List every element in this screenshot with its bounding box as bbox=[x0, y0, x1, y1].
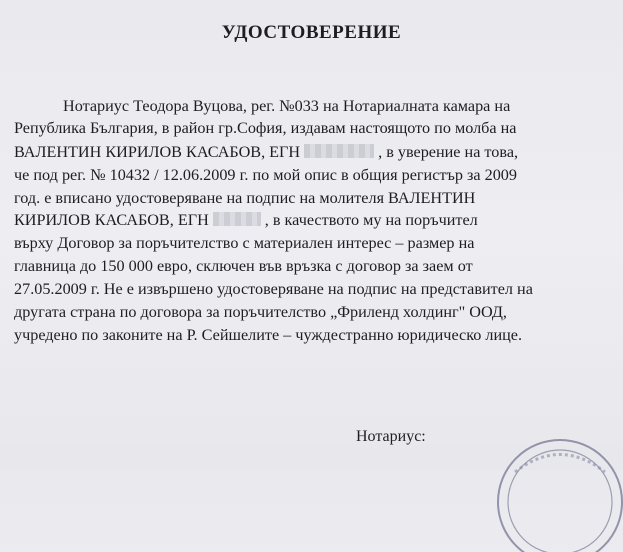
text-line-9: 27.05.2009 г. Не е извършено удостоверяване на подпис на представител на bbox=[14, 280, 533, 298]
text-line-10: другата страна по договора за поръчителство „Фриленд холдинг" ООД, bbox=[14, 303, 507, 321]
text-line-4: че под рег. № 10432 / 12.06.2009 г. по мой опис в общия регистър за 2009 bbox=[14, 166, 517, 184]
notary-stamp bbox=[490, 432, 623, 552]
document-title: УДОСТОВЕРЕНИЕ bbox=[221, 22, 402, 43]
text-line-6-end: , в качеството му на поръчител bbox=[264, 211, 478, 229]
text-line-3 bbox=[14, 142, 518, 162]
text-line-3-end: , в уверение на това, bbox=[378, 143, 519, 161]
text-line-11: учредено по законите на Р. Сейшелите – чуждестранно юридическо лице. bbox=[14, 326, 523, 344]
text-line-1: Нотариус Теодора Вуцова, рег. №033 на Нотариалната камара на bbox=[63, 97, 511, 115]
notary-signature-label: Нотариус: bbox=[356, 428, 426, 445]
text-line-8: главница до 150 000 евро, сключен във връзка с договор за заем от bbox=[14, 257, 473, 275]
redacted-egn bbox=[304, 144, 374, 158]
text-line-7: върху Договор за поръчителство с материален интерес – размер на bbox=[14, 234, 475, 252]
text-line-5: год. е вписано удостоверяване на подпис на молителя ВАЛЕНТИН bbox=[14, 189, 476, 207]
text-line-6 bbox=[14, 210, 478, 230]
text-line-3-start: ВАЛЕНТИН КИРИЛОВ КАСАБОВ, ЕГН bbox=[14, 143, 301, 161]
redacted-egn bbox=[213, 212, 261, 226]
text-line-2: Република България, в район гр.София, издавам настоящото по молба на bbox=[14, 119, 517, 137]
text-line-6-start: КИРИЛОВ КАСАБОВ, ЕГН bbox=[14, 211, 209, 229]
